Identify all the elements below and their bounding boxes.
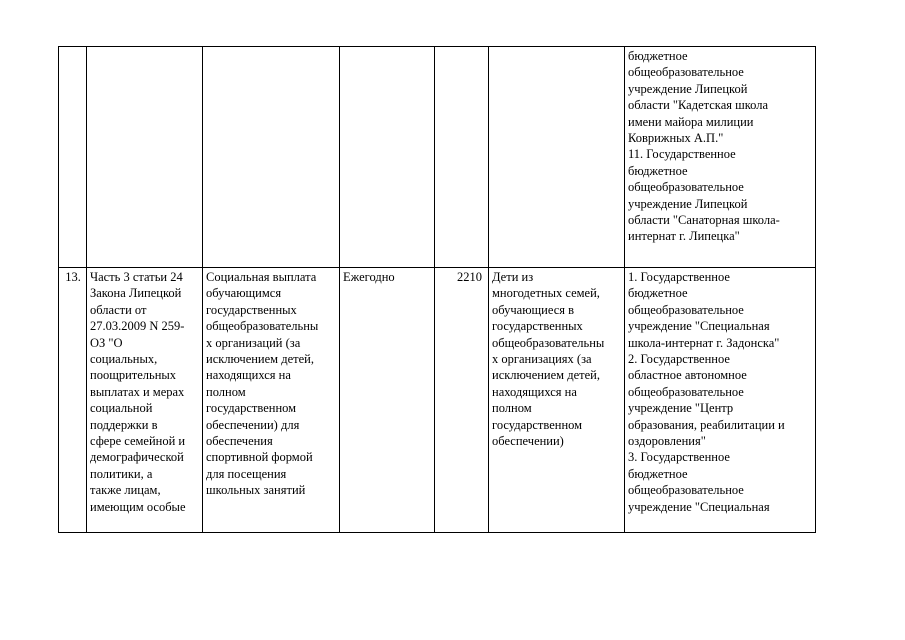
document-table (58, 46, 816, 533)
payment-description-cell: Социальная выплата обучающимся государственных общеобразовательны х организаций (за исключением детей, находящихся на полном государственном обеспечении) для обеспечения спортивной формой для посещения школьных занятий (203, 268, 340, 533)
institutions-cell: 1. Государственное бюджетное общеобразовательное учреждение "Специальная школа-интернат г. Задонска" 2. Государственное областное автономное общеобразовательное учреждение "Центр образования, реабилитации и оздоровления" 3. Государственное бюджетное общеобразовательное учреждение "Специальная (625, 268, 816, 533)
law-reference-cell: Часть 3 статьи 24 Закона Липецкой области от 27.03.2009 N 259- ОЗ "О социальных, поощрительных выплатах и мерах социальной поддержки в сфере семейной и демографической политики, а также лицам, имеющим особые (87, 268, 203, 533)
frequency-cell (340, 47, 435, 268)
recipients-cell (489, 47, 625, 268)
table-row (59, 47, 816, 268)
institutions-cell: бюджетное общеобразовательное учреждение Липецкой области "Кадетская школа имени майора милиции Коврижных А.П." 11. Государственное бюджетное общеобразовательное учреждение Липецкой области "Санаторная школа- интернат г. Липецка" (625, 47, 816, 268)
row-number-cell (59, 47, 87, 268)
payment-description-cell (203, 47, 340, 268)
table-row (59, 268, 816, 533)
law-reference-cell (87, 47, 203, 268)
amount-cell (435, 47, 489, 268)
amount-cell: 2210 (435, 268, 489, 533)
recipients-cell: Дети из многодетных семей, обучающиеся в государственных общеобразовательны х организациях (за исключением детей, находящихся на полном государственном обеспечении) (489, 268, 625, 533)
frequency-cell: Ежегодно (340, 268, 435, 533)
row-number-cell: 13. (59, 268, 87, 533)
